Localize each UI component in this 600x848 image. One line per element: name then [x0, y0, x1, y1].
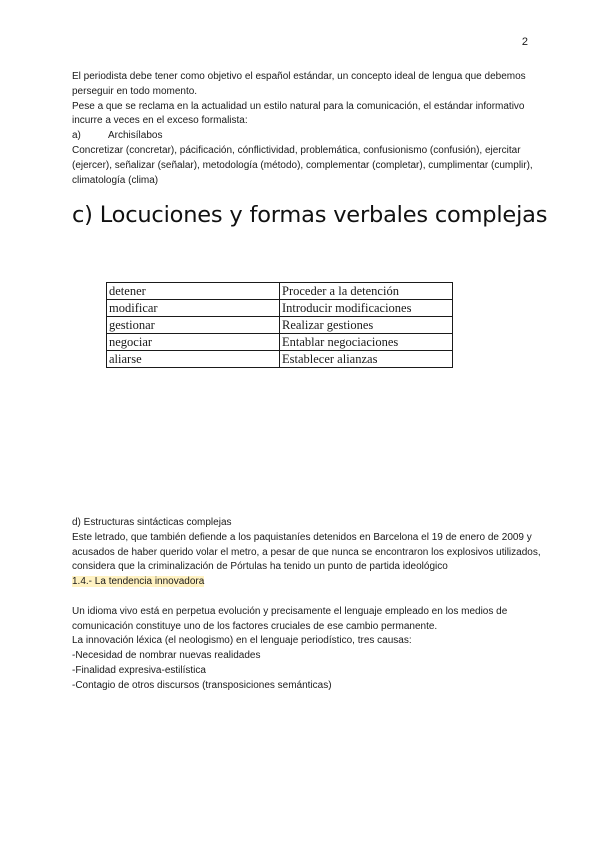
highlight-text: 1.4.- La tendencia innovadora: [72, 576, 205, 588]
table-cell-complex: Introducir modificaciones: [280, 300, 453, 317]
list-marker: a): [72, 130, 81, 142]
list-item-title: Archisílabos: [108, 130, 163, 142]
table-cell-simple: negociar: [107, 334, 280, 351]
table-cell-simple: detener: [107, 283, 280, 300]
table-row: [107, 283, 453, 300]
table-cell-simple: gestionar: [107, 317, 280, 334]
highlighted-heading: [72, 575, 542, 590]
table-cell-complex: Realizar gestiones: [280, 317, 453, 334]
table-cell-complex: Entablar negociaciones: [280, 334, 453, 351]
innovation-paragraph-2: La innovación léxica (el neologismo) en el lenguaje periodístico, tres causas:: [72, 635, 412, 647]
table-cell-simple: aliarse: [107, 351, 280, 368]
table-row: [107, 334, 453, 351]
section-d-title: d) Estructuras sintácticas complejas: [72, 517, 232, 528]
intro-paragraph-1: El periodista debe tener como objetivo el español estándar, un concepto ideal de lengua que debemos perseguir en todo momento.: [72, 71, 526, 97]
innovation-paragraph-1: Un idioma vivo está en perpetua evolución y precisamente el lenguaje empleado en los medios de comunicación constituye uno de los factores cruciales de ese cambio permanente.: [72, 605, 508, 632]
table-cell-complex: Proceder a la detención: [280, 283, 453, 300]
section-d-paragraph: Este letrado, que también defiende a los paquistaníes detenidos en Barcelona el 19 de enero de 2009 y acusados de haber querido volar el metro, a pesar de que nunca se encontraron los explosivos utilizados, considera que la criminalización de Pórtulas ha tenido un punto de partida ideológico: [72, 531, 541, 573]
section-heading: c) Locuciones y formas verbales complejas: [72, 202, 548, 228]
table-cell-simple: modificar: [107, 300, 280, 317]
innovation-cause-3: -Contagio de otros discursos (transposiciones semánticas): [72, 679, 332, 691]
innovation-cause-2: -Finalidad expresiva-estilística: [72, 664, 206, 676]
innovation-cause-1: -Necesidad de nombrar nuevas realidades: [72, 650, 261, 662]
intro-paragraph-2: Pese a que se reclama en la actualidad un estilo natural para la comunicación, el estándar informativo incurre a veces en el exceso formalista:: [72, 100, 525, 127]
verb-forms-table: [106, 282, 453, 368]
list-item-archisilabos: [72, 129, 542, 144]
table-row: [107, 300, 453, 317]
table-cell-complex: Establecer alianzas: [280, 351, 453, 368]
archisilabos-examples: Concretizar (concretar), pácificación, cónflictividad, problemática, confusionismo (confusión), ejercitar (ejercer), señalizar (señalar), metodología (método), complementar (completar), cumplimentar (cumplir), climatología (clima): [72, 144, 533, 186]
table-row: [107, 317, 453, 334]
intro-section: [72, 70, 542, 188]
spacer: [72, 590, 542, 605]
section-d: [72, 516, 542, 694]
page-number: 2: [521, 36, 528, 48]
table-row: [107, 351, 453, 368]
